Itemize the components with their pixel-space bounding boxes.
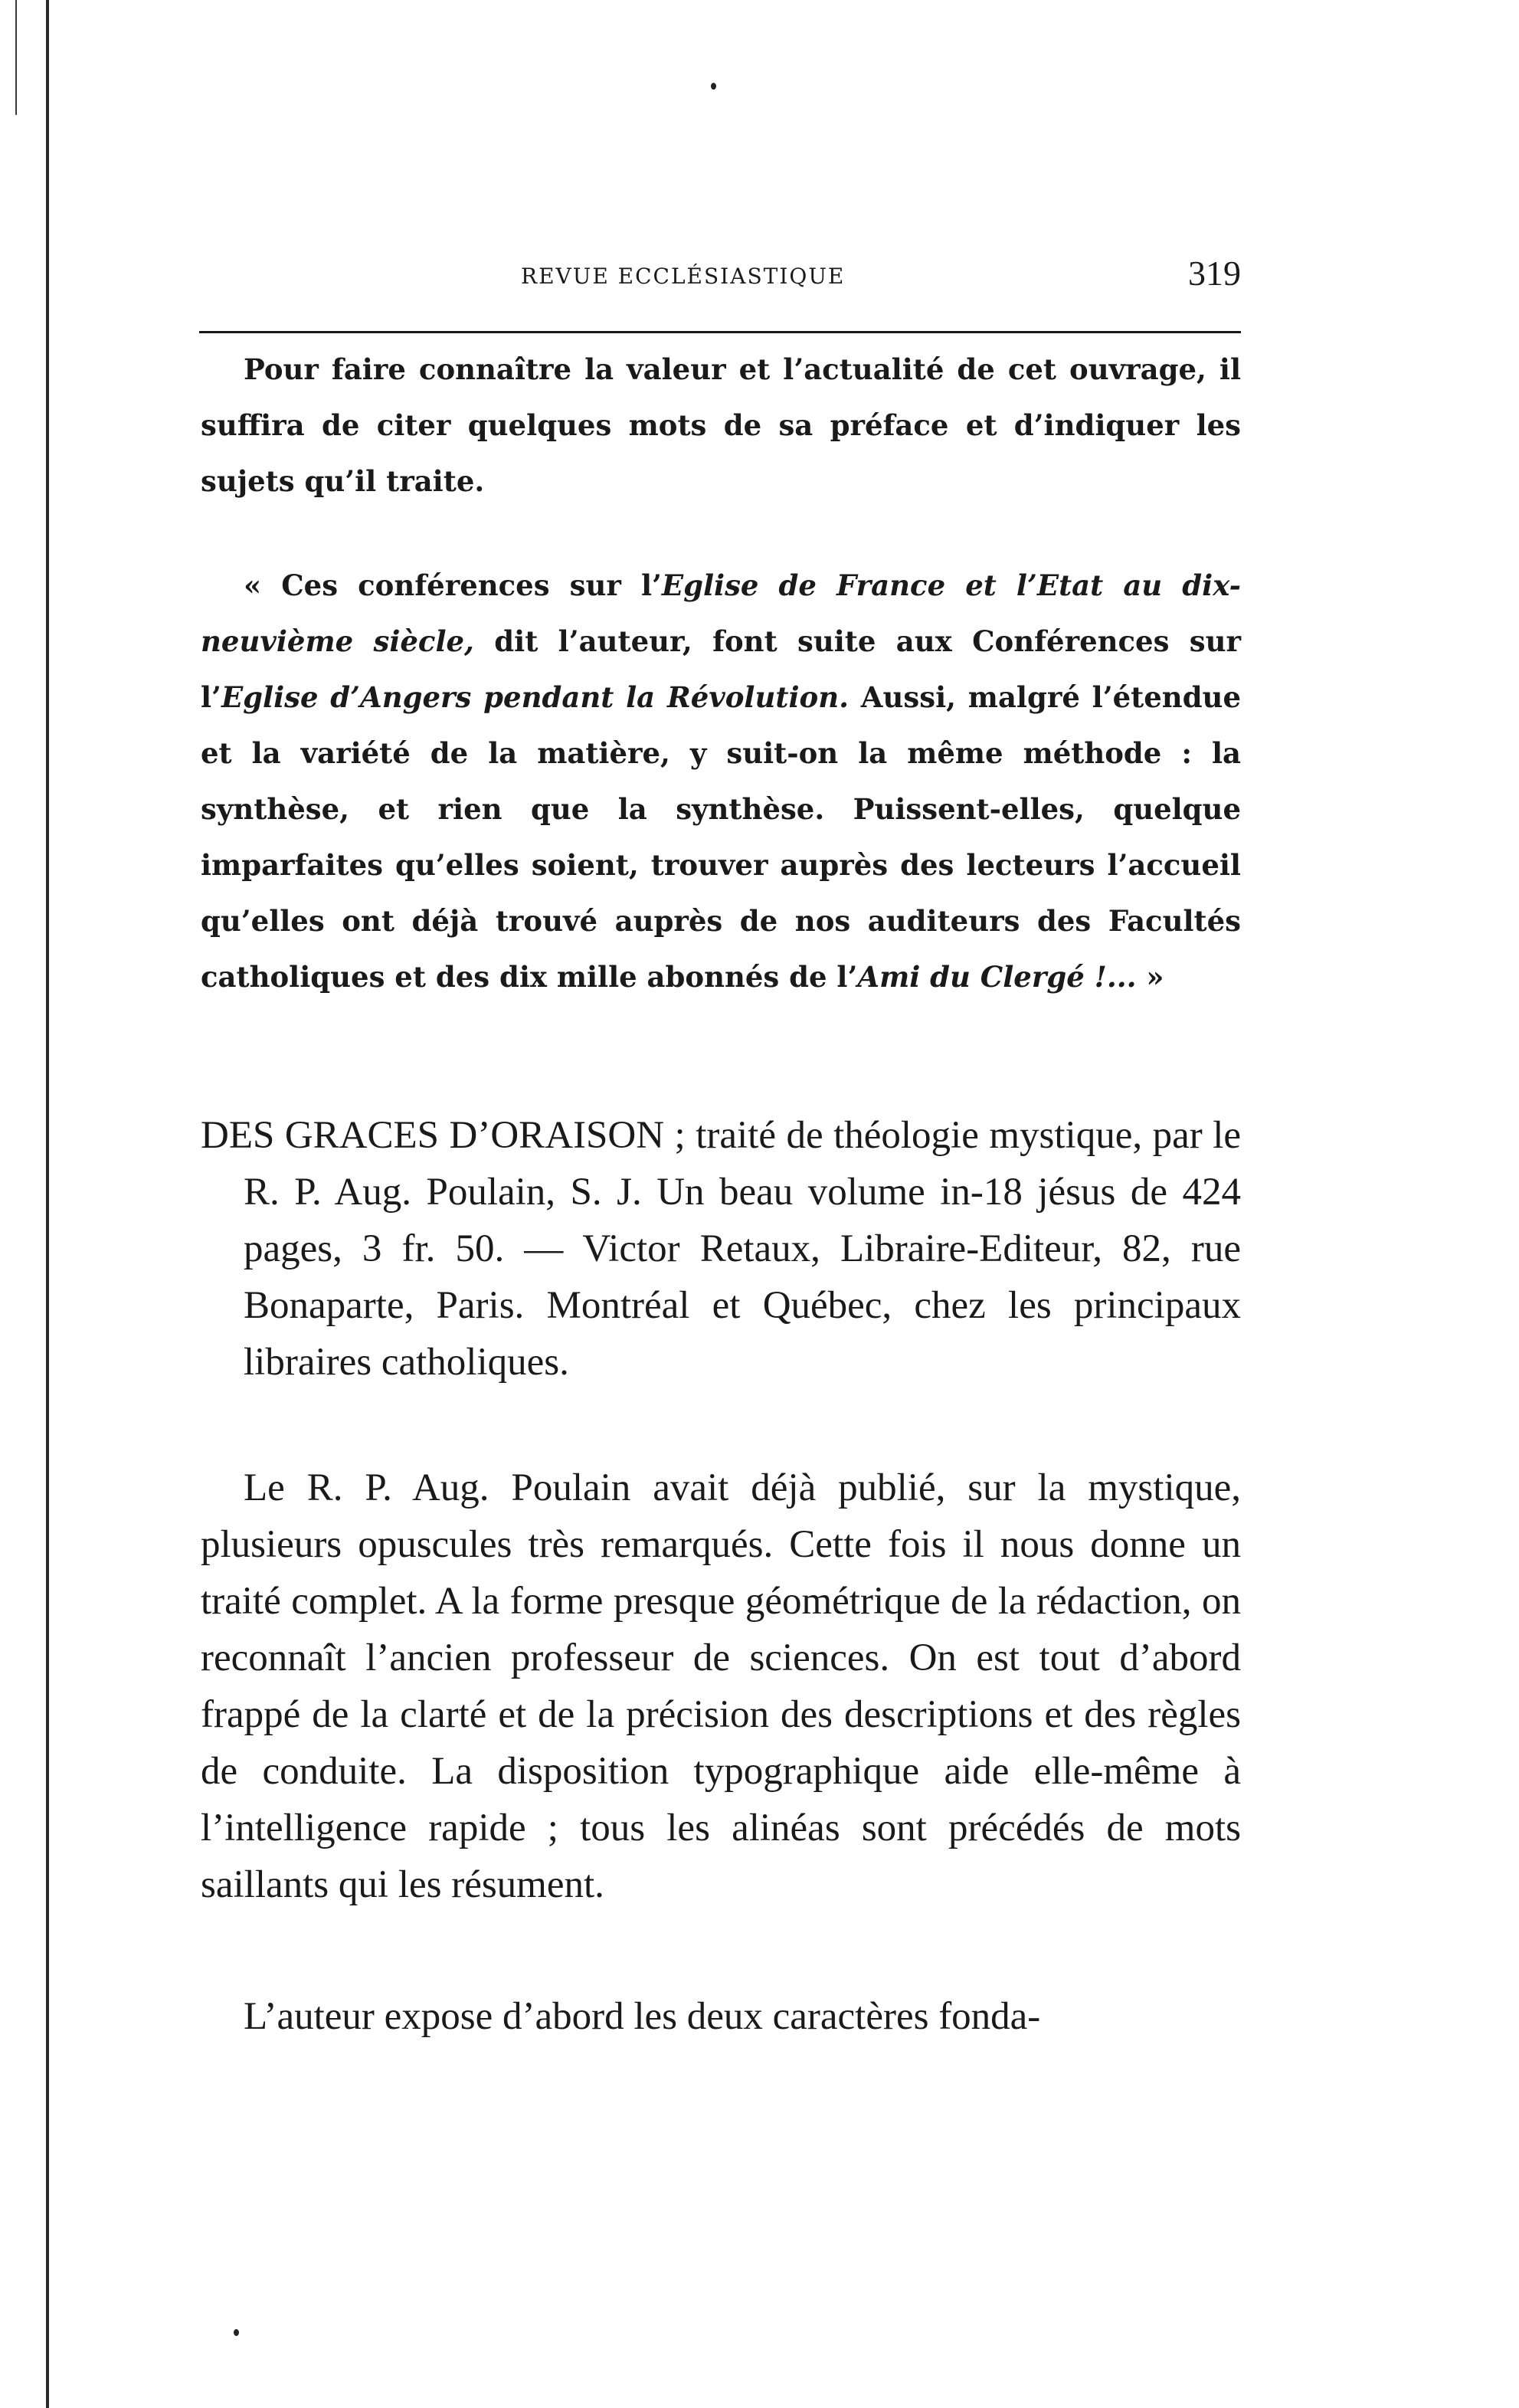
page-header <box>199 253 1241 299</box>
preface-quote <box>201 558 1241 1005</box>
scan-speck <box>711 83 716 90</box>
scan-speck <box>234 2329 239 2336</box>
intro-paragraph <box>201 342 1241 509</box>
review-paragraph: L’auteur expose d’abord les deux caractères fonda- <box>244 1995 1041 2038</box>
quote-title-2: Eglise d’Angers pendant la Révolution. <box>221 680 849 714</box>
header-rule <box>199 331 1241 333</box>
scan-edge-mark <box>15 0 17 115</box>
quote-title-3: Ami du Clergé !... <box>857 960 1137 994</box>
quote-close: » <box>1136 960 1164 994</box>
intro-paragraph-text: Pour faire connaître la valeur et l’actualité de cet ouvrage, il suffira de citer quelques mots de sa préface et d’indiquer les sujets qu’il traite. <box>201 352 1241 498</box>
quote-title-1: Eglise de France et l’Etat au dix-neuvième siècle, <box>201 568 1241 658</box>
quote-mid-2: Aussi, malgré l’étendue et la variété de la matière, y suit-on la même méthode : la synthèse, et rien que la synthèse. Puissent-elles, quelque imparfaites qu’elles soient, trouver auprès des lecteurs l’accueil qu’elles ont déjà trouvé auprès de nos auditeurs des Facultés catholiques et des dix mille abonnés de l’ <box>201 680 1242 994</box>
page-number: 319 <box>1188 254 1241 293</box>
preface-quote-text <box>201 558 1241 1005</box>
quote-open: « Ces conférences sur l’ <box>244 568 662 602</box>
scan-binding-edge <box>46 0 49 2408</box>
book-entry: DES GRACES D’ORAISON ; traité de théologie mystique, par le R. P. Aug. Poulain, S. J. Un beau volume in-18 jésus de 424 pages, 3 fr. 50. — Victor Retaux, Libraire-Editeur, 82, rue Bonaparte, Paris. Montréal et Québec, chez les principaux libraires catholiques. <box>201 1114 1241 1384</box>
running-title: REVUE ECCLÉSIASTIQUE <box>521 264 846 289</box>
review-paragraph: Le R. P. Aug. Poulain avait déjà publié, sur la mystique, plusieurs opuscules très remarqués. Cette fois il nous donne un traité complet. A la forme presque géométrique de la rédaction, on reconnaît l’ancien professeur de sciences. On est tout d’abord frappé de la clarté et de la précision des descriptions et des règles de conduite. La disposition typographique aide elle-même à l’intelligence rapide ; tous les alinéas sont précédés de mots saillants qui les résument. <box>201 1466 1241 1906</box>
quote-mid-1: dit l’auteur, font suite aux Conférences sur l’ <box>201 624 1241 714</box>
